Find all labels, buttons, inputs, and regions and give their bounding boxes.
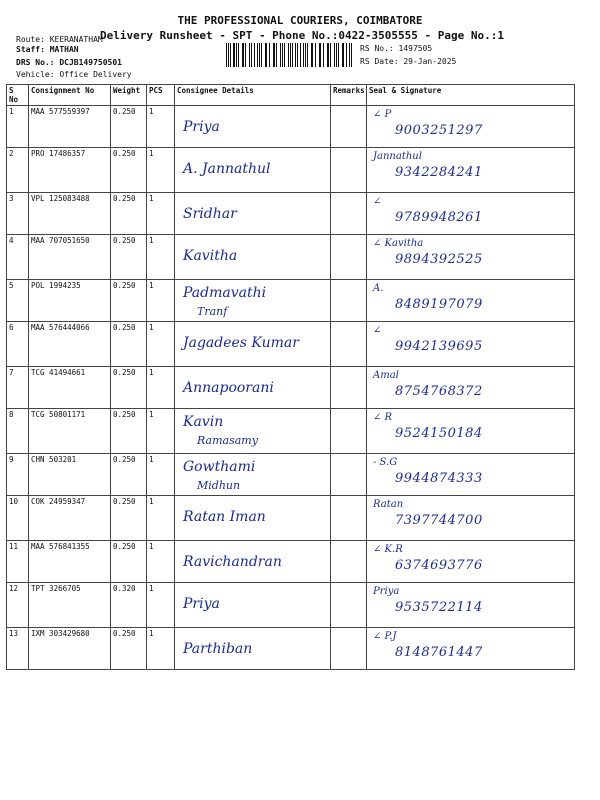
row-consignment-no: POL 1994235 bbox=[29, 280, 111, 322]
row-sno: 13 bbox=[7, 628, 29, 670]
consignee-name: Priya bbox=[183, 119, 220, 135]
row-pcs: 1 bbox=[147, 496, 175, 541]
row-remarks bbox=[331, 628, 367, 670]
table-row bbox=[7, 106, 575, 148]
row-consignee bbox=[175, 280, 331, 322]
runsheet-table bbox=[6, 84, 575, 670]
signature-mark: ∠ R bbox=[373, 412, 393, 423]
row-seal-signature bbox=[367, 409, 575, 454]
barcode-bar bbox=[276, 43, 277, 67]
row-consignee bbox=[175, 235, 331, 280]
row-consignee bbox=[175, 193, 331, 235]
row-consignee bbox=[175, 367, 331, 409]
row-seal-signature bbox=[367, 322, 575, 367]
row-consignment-no: TCG 50801171 bbox=[29, 409, 111, 454]
row-remarks bbox=[331, 367, 367, 409]
row-consignee bbox=[175, 541, 331, 583]
row-consignee bbox=[175, 628, 331, 670]
signature-mark: ∠ bbox=[373, 325, 382, 336]
row-weight: 0.250 bbox=[111, 367, 147, 409]
row-sno: 12 bbox=[7, 583, 29, 628]
rs-number: RS No.: 1497505 bbox=[360, 44, 433, 53]
signature-mark: Amal bbox=[373, 370, 399, 381]
consignee-name: Kavin bbox=[183, 414, 224, 430]
row-consignment-no: MAA 707051650 bbox=[29, 235, 111, 280]
signature-mark: ∠ P bbox=[373, 109, 392, 120]
barcode-bar bbox=[330, 43, 331, 67]
row-sno: 2 bbox=[7, 148, 29, 193]
consignee-name: Sridhar bbox=[183, 206, 237, 222]
row-sno: 10 bbox=[7, 496, 29, 541]
col-pcs: PCS bbox=[147, 85, 175, 106]
row-consignment-no: TPT 3266705 bbox=[29, 583, 111, 628]
row-remarks bbox=[331, 583, 367, 628]
consignee-name: Kavitha bbox=[183, 248, 238, 264]
handwritten-phone: 6374693776 bbox=[395, 558, 483, 573]
col-signature: Seal & Signature bbox=[367, 85, 575, 106]
barcode-bar bbox=[312, 43, 313, 67]
table-row bbox=[7, 280, 575, 322]
row-consignment-no: TCG 41494661 bbox=[29, 367, 111, 409]
row-consignment-no: MAA 576444066 bbox=[29, 322, 111, 367]
row-consignment-no: COK 24959347 bbox=[29, 496, 111, 541]
barcode-bar bbox=[351, 43, 352, 67]
barcode-bar bbox=[323, 43, 324, 67]
row-pcs: 1 bbox=[147, 583, 175, 628]
table-header-row bbox=[7, 85, 575, 106]
signature-mark: Ratan bbox=[373, 499, 404, 510]
row-consignee bbox=[175, 106, 331, 148]
row-remarks bbox=[331, 193, 367, 235]
consignee-name-line2: Tranf bbox=[197, 305, 228, 318]
row-pcs: 1 bbox=[147, 235, 175, 280]
barcode-bar bbox=[320, 43, 321, 67]
barcode-bar bbox=[338, 43, 339, 67]
row-pcs: 1 bbox=[147, 280, 175, 322]
consignee-name: A. Jannathul bbox=[183, 161, 271, 177]
consignee-name: Gowthami bbox=[183, 459, 256, 475]
row-consignee bbox=[175, 322, 331, 367]
barcode-image bbox=[226, 43, 354, 67]
rs-date: RS Date: 29-Jan-2025 bbox=[360, 57, 457, 66]
row-consignment-no: VPL 125083488 bbox=[29, 193, 111, 235]
barcode-bar bbox=[249, 43, 250, 67]
handwritten-phone: 9942139695 bbox=[395, 339, 483, 354]
row-remarks bbox=[331, 409, 367, 454]
row-seal-signature bbox=[367, 106, 575, 148]
route-text: Route: KEERANATHAM bbox=[16, 35, 103, 44]
consignee-name: Annapoorani bbox=[183, 380, 274, 396]
drs-number: DRS No.: DCJB149750501 bbox=[16, 58, 122, 67]
table-row bbox=[7, 454, 575, 496]
signature-mark: - S.G bbox=[373, 457, 398, 468]
row-weight: 0.250 bbox=[111, 235, 147, 280]
consignee-name: Jagadees Kumar bbox=[183, 335, 299, 351]
row-pcs: 1 bbox=[147, 409, 175, 454]
row-weight: 0.320 bbox=[111, 583, 147, 628]
signature-mark: ∠ Kavitha bbox=[373, 238, 424, 249]
row-consignment-no: IXM 303429680 bbox=[29, 628, 111, 670]
handwritten-phone: 9524150184 bbox=[395, 426, 483, 441]
table-row bbox=[7, 193, 575, 235]
row-pcs: 1 bbox=[147, 367, 175, 409]
row-weight: 0.250 bbox=[111, 280, 147, 322]
row-seal-signature bbox=[367, 148, 575, 193]
row-pcs: 1 bbox=[147, 193, 175, 235]
handwritten-phone: 7397744700 bbox=[395, 513, 483, 528]
signature-mark: Jannathul bbox=[373, 151, 422, 162]
barcode-bar bbox=[245, 43, 246, 67]
row-weight: 0.250 bbox=[111, 409, 147, 454]
row-remarks bbox=[331, 106, 367, 148]
row-remarks bbox=[331, 454, 367, 496]
row-sno: 3 bbox=[7, 193, 29, 235]
table-row bbox=[7, 628, 575, 670]
table-row bbox=[7, 148, 575, 193]
barcode-bar bbox=[288, 43, 289, 67]
consignee-name-line2: Midhun bbox=[197, 479, 241, 492]
col-consignee: Consignee Details bbox=[175, 85, 331, 106]
table-row bbox=[7, 583, 575, 628]
consignee-name: Padmavathi bbox=[183, 285, 267, 301]
barcode-bar bbox=[295, 43, 296, 67]
consignee-name-line2: Ramasamy bbox=[197, 434, 258, 447]
row-seal-signature bbox=[367, 193, 575, 235]
row-pcs: 1 bbox=[147, 106, 175, 148]
row-weight: 0.250 bbox=[111, 322, 147, 367]
consignee-name: Ravichandran bbox=[183, 554, 282, 570]
vehicle-text: Vehicle: Office Delivery bbox=[16, 70, 132, 79]
row-sno: 7 bbox=[7, 367, 29, 409]
row-consignee bbox=[175, 454, 331, 496]
handwritten-phone: 8754768372 bbox=[395, 384, 483, 399]
row-sno: 8 bbox=[7, 409, 29, 454]
signature-mark: ∠ bbox=[373, 196, 382, 207]
table-row bbox=[7, 496, 575, 541]
col-sno: S No bbox=[7, 85, 29, 106]
row-consignment-no: PRO 17486357 bbox=[29, 148, 111, 193]
row-pcs: 1 bbox=[147, 148, 175, 193]
handwritten-phone: 8148761447 bbox=[395, 645, 483, 660]
row-sno: 11 bbox=[7, 541, 29, 583]
barcode-bar bbox=[280, 43, 281, 67]
table-row bbox=[7, 235, 575, 280]
row-sno: 5 bbox=[7, 280, 29, 322]
barcode-bar bbox=[269, 43, 270, 67]
row-remarks bbox=[331, 541, 367, 583]
row-consignment-no: MAA 577559397 bbox=[29, 106, 111, 148]
row-remarks bbox=[331, 322, 367, 367]
row-consignee bbox=[175, 583, 331, 628]
row-consignment-no: CHN 503201 bbox=[29, 454, 111, 496]
staff-text: Staff: MATHAN bbox=[16, 45, 79, 54]
handwritten-phone: 9894392525 bbox=[395, 252, 483, 267]
signature-mark: ∠ K.R bbox=[373, 544, 403, 555]
row-weight: 0.250 bbox=[111, 193, 147, 235]
handwritten-phone: 9342284241 bbox=[395, 165, 483, 180]
barcode-bar bbox=[233, 43, 234, 67]
row-seal-signature bbox=[367, 628, 575, 670]
row-weight: 0.250 bbox=[111, 106, 147, 148]
handwritten-phone: 9535722114 bbox=[395, 600, 483, 615]
consignee-name: Ratan Iman bbox=[183, 509, 266, 525]
row-weight: 0.250 bbox=[111, 454, 147, 496]
row-remarks bbox=[331, 280, 367, 322]
row-weight: 0.250 bbox=[111, 628, 147, 670]
runsheet-subtitle: Delivery Runsheet - SPT - Phone No.:0422-3505555 - Page No.:1 bbox=[100, 29, 504, 42]
row-sno: 9 bbox=[7, 454, 29, 496]
row-seal-signature bbox=[367, 235, 575, 280]
barcode-bar bbox=[261, 43, 262, 67]
consignee-name: Parthiban bbox=[183, 641, 253, 657]
row-remarks bbox=[331, 496, 367, 541]
barcode-bar bbox=[300, 43, 301, 67]
barcode-bar bbox=[307, 43, 308, 67]
signature-mark: Priya bbox=[373, 586, 400, 597]
handwritten-phone: 9944874333 bbox=[395, 471, 483, 486]
row-pcs: 1 bbox=[147, 628, 175, 670]
row-sno: 4 bbox=[7, 235, 29, 280]
row-seal-signature bbox=[367, 367, 575, 409]
col-remarks: Remarks bbox=[331, 85, 367, 106]
row-weight: 0.250 bbox=[111, 541, 147, 583]
company-title: THE PROFESSIONAL COURIERS, COIMBATORE bbox=[177, 14, 423, 27]
row-pcs: 1 bbox=[147, 541, 175, 583]
row-seal-signature bbox=[367, 280, 575, 322]
signature-mark: ∠ P.J bbox=[373, 631, 397, 642]
row-remarks bbox=[331, 148, 367, 193]
barcode-bar bbox=[343, 43, 344, 67]
handwritten-phone: 9003251297 bbox=[395, 123, 483, 138]
row-sno: 6 bbox=[7, 322, 29, 367]
table-row bbox=[7, 322, 575, 367]
row-seal-signature bbox=[367, 583, 575, 628]
barcode-bar bbox=[226, 43, 227, 67]
table-row bbox=[7, 367, 575, 409]
row-seal-signature bbox=[367, 541, 575, 583]
table-row bbox=[7, 541, 575, 583]
table-row bbox=[7, 409, 575, 454]
barcode-bar bbox=[238, 43, 239, 67]
row-remarks bbox=[331, 235, 367, 280]
row-sno: 1 bbox=[7, 106, 29, 148]
row-pcs: 1 bbox=[147, 454, 175, 496]
signature-mark: A. bbox=[373, 283, 384, 294]
col-weight: Weight bbox=[111, 85, 147, 106]
row-seal-signature bbox=[367, 496, 575, 541]
row-seal-signature bbox=[367, 454, 575, 496]
col-consignment: Consignment No bbox=[29, 85, 111, 106]
barcode-bar bbox=[257, 43, 258, 67]
consignee-name: Priya bbox=[183, 596, 220, 612]
row-weight: 0.250 bbox=[111, 496, 147, 541]
row-pcs: 1 bbox=[147, 322, 175, 367]
row-weight: 0.250 bbox=[111, 148, 147, 193]
row-consignee bbox=[175, 496, 331, 541]
handwritten-phone: 8489197079 bbox=[395, 297, 483, 312]
handwritten-phone: 9789948261 bbox=[395, 210, 483, 225]
row-consignee bbox=[175, 148, 331, 193]
row-consignment-no: MAA 576841355 bbox=[29, 541, 111, 583]
row-consignee bbox=[175, 409, 331, 454]
